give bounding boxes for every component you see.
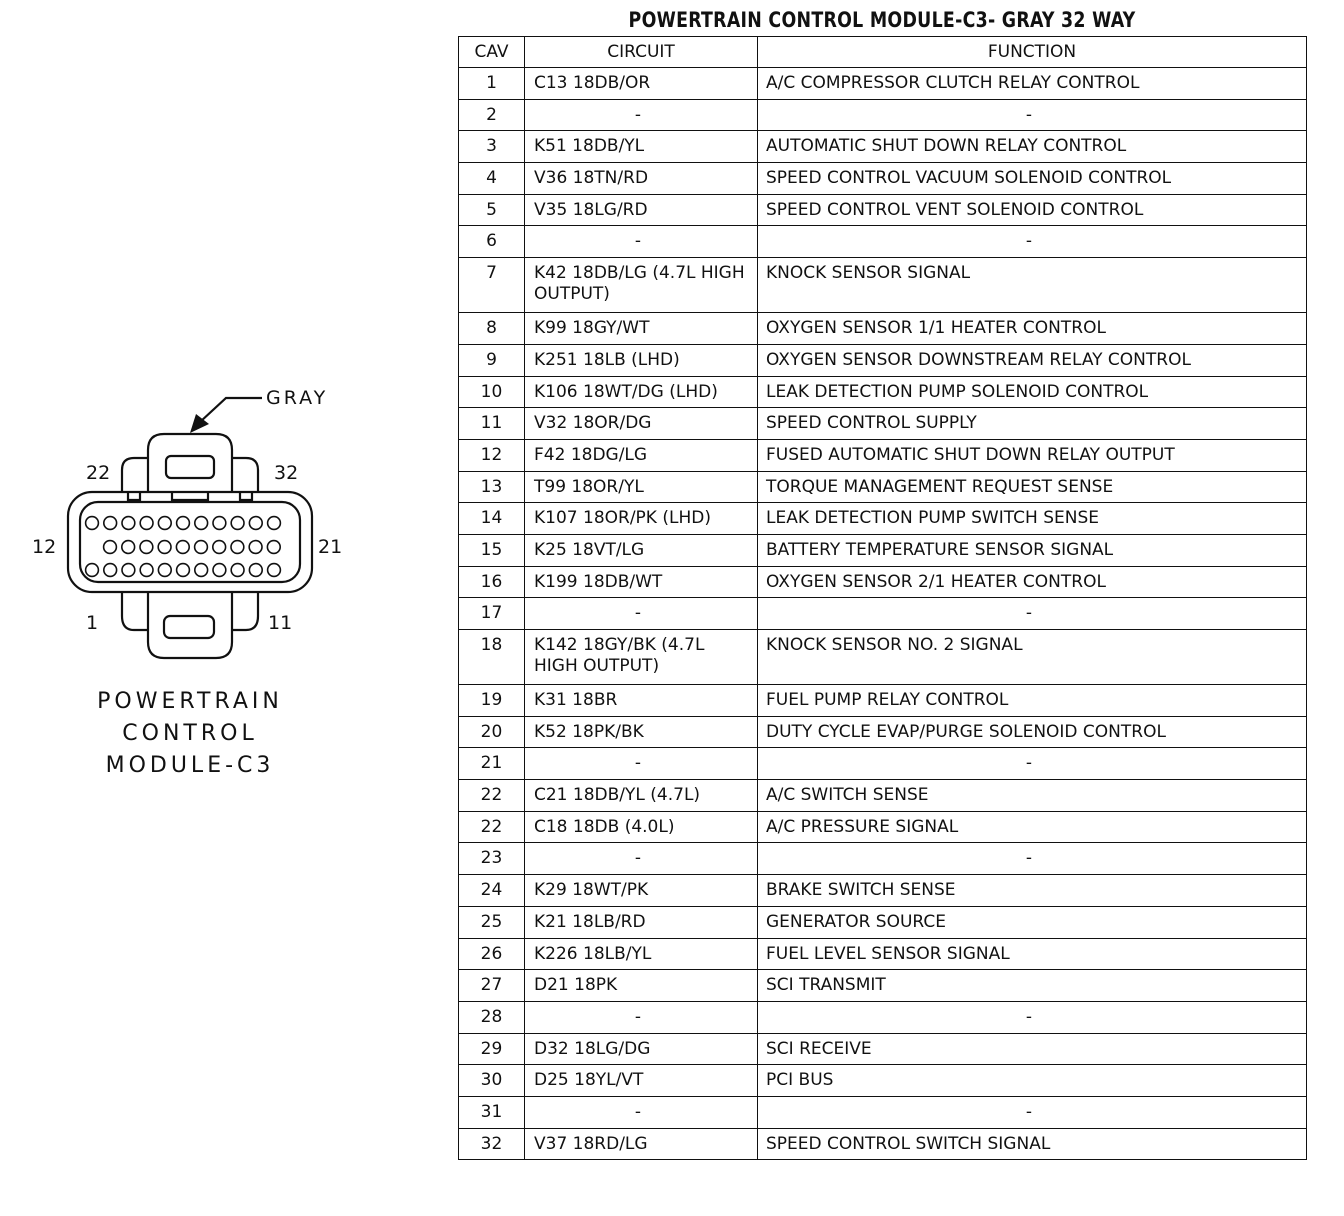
cell-cav: 28	[459, 1001, 525, 1033]
cell-cav: 32	[459, 1128, 525, 1160]
cell-circuit: K99 18GY/WT	[525, 313, 758, 345]
cell-cav: 21	[459, 748, 525, 780]
table-row	[459, 875, 1307, 907]
table-row	[459, 1065, 1307, 1097]
cell-cav: 17	[459, 598, 525, 630]
cell-function: -	[758, 1001, 1307, 1033]
pin-label-bottom-left: 1	[86, 612, 99, 634]
cavity-hole	[249, 517, 262, 530]
pin-label-bottom-right: 11	[268, 612, 293, 634]
cell-function: SPEED CONTROL VACUUM SOLENOID CONTROL	[758, 163, 1307, 195]
cell-circuit: -	[525, 226, 758, 258]
cell-cav: 20	[459, 716, 525, 748]
table-row	[459, 1128, 1307, 1160]
cell-circuit: V36 18TN/RD	[525, 163, 758, 195]
cavity-hole	[249, 541, 262, 554]
table-row	[459, 131, 1307, 163]
cavity-hole	[104, 564, 117, 577]
caption-line: CONTROL	[122, 721, 258, 746]
cell-function: SPEED CONTROL SWITCH SIGNAL	[758, 1128, 1307, 1160]
connector-caption	[60, 686, 320, 782]
table-row	[459, 194, 1307, 226]
table-row	[459, 970, 1307, 1002]
cavity-hole	[231, 564, 244, 577]
cell-function: TORQUE MANAGEMENT REQUEST SENSE	[758, 471, 1307, 503]
cell-function: LEAK DETECTION PUMP SOLENOID CONTROL	[758, 376, 1307, 408]
cell-cav: 10	[459, 376, 525, 408]
cavity-hole	[86, 517, 99, 530]
pin-label-right: 21	[318, 536, 343, 558]
cavity-hole	[158, 517, 171, 530]
cell-function: SCI TRANSMIT	[758, 970, 1307, 1002]
table-row	[459, 99, 1307, 131]
cavity-hole	[158, 564, 171, 577]
cell-circuit: K51 18DB/YL	[525, 131, 758, 163]
pin-label-top-left: 22	[86, 462, 111, 484]
cell-circuit: V32 18OR/DG	[525, 408, 758, 440]
pin-label-top-right: 32	[274, 462, 299, 484]
table-row	[459, 376, 1307, 408]
cell-cav: 11	[459, 408, 525, 440]
cell-circuit: -	[525, 1096, 758, 1128]
cell-function: FUEL LEVEL SENSOR SIGNAL	[758, 938, 1307, 970]
table-row	[459, 716, 1307, 748]
cell-circuit: K106 18WT/DG (LHD)	[525, 376, 758, 408]
cell-cav: 24	[459, 875, 525, 907]
pinout-table	[458, 36, 1307, 1160]
cavity-hole	[122, 541, 135, 554]
cell-circuit: K25 18VT/LG	[525, 534, 758, 566]
cell-cav: 19	[459, 685, 525, 717]
cell-circuit: D21 18PK	[525, 970, 758, 1002]
cavity-hole	[268, 564, 281, 577]
header-function: FUNCTION	[758, 37, 1307, 68]
cell-cav: 5	[459, 194, 525, 226]
table-row	[459, 163, 1307, 195]
cell-circuit: -	[525, 1001, 758, 1033]
table-row	[459, 566, 1307, 598]
cell-cav: 1	[459, 68, 525, 100]
cell-function: -	[758, 1096, 1307, 1128]
top-latch-outline	[148, 434, 232, 492]
cell-function: OXYGEN SENSOR 1/1 HEATER CONTROL	[758, 313, 1307, 345]
cell-circuit: K29 18WT/PK	[525, 875, 758, 907]
top-latch-window	[166, 456, 214, 478]
cavity-hole	[213, 517, 226, 530]
cell-circuit: K31 18BR	[525, 685, 758, 717]
cell-cav: 13	[459, 471, 525, 503]
cell-function: DUTY CYCLE EVAP/PURGE SOLENOID CONTROL	[758, 716, 1307, 748]
cell-circuit: T99 18OR/YL	[525, 471, 758, 503]
cavity-hole	[268, 517, 281, 530]
table-row	[459, 503, 1307, 535]
cavity-hole	[86, 564, 99, 577]
cavity-hole	[195, 541, 208, 554]
cell-cav: 26	[459, 938, 525, 970]
cell-circuit: F42 18DG/LG	[525, 439, 758, 471]
cell-function: FUSED AUTOMATIC SHUT DOWN RELAY OUTPUT	[758, 439, 1307, 471]
cell-cav: 4	[459, 163, 525, 195]
caption-line: MODULE-C3	[105, 753, 275, 778]
cell-cav: 29	[459, 1033, 525, 1065]
cell-cav: 8	[459, 313, 525, 345]
cell-function: -	[758, 843, 1307, 875]
cavity-hole	[231, 517, 244, 530]
table-title: POWERTRAIN CONTROL MODULE-C3- GRAY 32 WAY	[628, 8, 1136, 32]
cell-function: BRAKE SWITCH SENSE	[758, 875, 1307, 907]
cavity-hole	[177, 517, 190, 530]
cell-function: PCI BUS	[758, 1065, 1307, 1097]
cell-cav: 27	[459, 970, 525, 1002]
connector-drawing	[0, 0, 440, 700]
cell-circuit: -	[525, 748, 758, 780]
cell-function: A/C SWITCH SENSE	[758, 780, 1307, 812]
cell-circuit: K21 18LB/RD	[525, 906, 758, 938]
cell-circuit: -	[525, 598, 758, 630]
table-row	[459, 685, 1307, 717]
cell-circuit: K42 18DB/LG (4.7L HIGH OUTPUT)	[525, 258, 758, 313]
cell-cav: 3	[459, 131, 525, 163]
cavity-hole	[195, 564, 208, 577]
table-row	[459, 258, 1307, 313]
cell-cav: 22	[459, 780, 525, 812]
cavity-grid	[86, 517, 281, 577]
table-row	[459, 439, 1307, 471]
pin-label-left: 12	[32, 536, 57, 558]
cell-circuit: D32 18LG/DG	[525, 1033, 758, 1065]
caption-line: POWERTRAIN	[97, 689, 283, 714]
table-row	[459, 1033, 1307, 1065]
table-row	[459, 226, 1307, 258]
table-row	[459, 471, 1307, 503]
cell-function: -	[758, 748, 1307, 780]
cavity-hole	[249, 564, 262, 577]
connector-color-label: GRAY	[266, 387, 329, 409]
cavity-hole	[104, 541, 117, 554]
bottom-latch-outline	[148, 592, 232, 658]
cell-circuit: V35 18LG/RD	[525, 194, 758, 226]
table-row	[459, 313, 1307, 345]
cavity-hole	[140, 564, 153, 577]
cavity-hole	[158, 541, 171, 554]
cell-cav: 30	[459, 1065, 525, 1097]
callout-leader	[200, 398, 262, 422]
cavity-hole	[213, 541, 226, 554]
table-row	[459, 748, 1307, 780]
cell-function: -	[758, 598, 1307, 630]
table-header-row	[459, 37, 1307, 68]
cell-circuit: K107 18OR/PK (LHD)	[525, 503, 758, 535]
cell-circuit: C13 18DB/OR	[525, 68, 758, 100]
cell-circuit: K52 18PK/BK	[525, 716, 758, 748]
cell-circuit: C18 18DB (4.0L)	[525, 811, 758, 843]
cell-cav: 16	[459, 566, 525, 598]
cell-cav: 25	[459, 906, 525, 938]
cavity-hole	[177, 564, 190, 577]
header-cav: CAV	[459, 37, 525, 68]
cell-function: FUEL PUMP RELAY CONTROL	[758, 685, 1307, 717]
cell-function: GENERATOR SOURCE	[758, 906, 1307, 938]
cavity-hole	[122, 517, 135, 530]
cell-function: LEAK DETECTION PUMP SWITCH SENSE	[758, 503, 1307, 535]
cell-function: -	[758, 99, 1307, 131]
cell-function: -	[758, 226, 1307, 258]
cell-cav: 9	[459, 344, 525, 376]
cell-function: SPEED CONTROL SUPPLY	[758, 408, 1307, 440]
cell-cav: 2	[459, 99, 525, 131]
cell-function: AUTOMATIC SHUT DOWN RELAY CONTROL	[758, 131, 1307, 163]
cavity-hole	[140, 541, 153, 554]
cell-circuit: V37 18RD/LG	[525, 1128, 758, 1160]
cavity-hole	[140, 517, 153, 530]
cell-function: KNOCK SENSOR NO. 2 SIGNAL	[758, 630, 1307, 685]
table-row	[459, 630, 1307, 685]
table-row	[459, 408, 1307, 440]
cell-function: A/C PRESSURE SIGNAL	[758, 811, 1307, 843]
cell-cav: 14	[459, 503, 525, 535]
cell-circuit: C21 18DB/YL (4.7L)	[525, 780, 758, 812]
cell-function: BATTERY TEMPERATURE SENSOR SIGNAL	[758, 534, 1307, 566]
cavity-hole	[267, 541, 280, 554]
table-row	[459, 68, 1307, 100]
cell-cav: 18	[459, 630, 525, 685]
cavity-hole	[104, 517, 117, 530]
table-row	[459, 906, 1307, 938]
cell-circuit: K251 18LB (LHD)	[525, 344, 758, 376]
cell-function: OXYGEN SENSOR DOWNSTREAM RELAY CONTROL	[758, 344, 1307, 376]
table-row	[459, 843, 1307, 875]
cell-cav: 22	[459, 811, 525, 843]
cell-cav: 15	[459, 534, 525, 566]
header-circuit: CIRCUIT	[525, 37, 758, 68]
cell-function: SPEED CONTROL VENT SOLENOID CONTROL	[758, 194, 1307, 226]
cell-circuit: -	[525, 843, 758, 875]
cell-cav: 12	[459, 439, 525, 471]
cell-function: SCI RECEIVE	[758, 1033, 1307, 1065]
table-row	[459, 780, 1307, 812]
table-row	[459, 1001, 1307, 1033]
cavity-hole	[176, 541, 189, 554]
cell-function: KNOCK SENSOR SIGNAL	[758, 258, 1307, 313]
table-row	[459, 1096, 1307, 1128]
cell-cav: 31	[459, 1096, 525, 1128]
cell-circuit: D25 18YL/VT	[525, 1065, 758, 1097]
table-row	[459, 598, 1307, 630]
cell-cav: 7	[459, 258, 525, 313]
cell-circuit: K142 18GY/BK (4.7L HIGH OUTPUT)	[525, 630, 758, 685]
bottom-latch-window	[164, 616, 214, 638]
cavity-hole	[122, 564, 135, 577]
table-row	[459, 811, 1307, 843]
table-row	[459, 534, 1307, 566]
cell-circuit: K226 18LB/YL	[525, 938, 758, 970]
connector-diagram	[0, 0, 440, 1216]
cell-function: A/C COMPRESSOR CLUTCH RELAY CONTROL	[758, 68, 1307, 100]
table-row	[459, 938, 1307, 970]
cell-circuit: K199 18DB/WT	[525, 566, 758, 598]
cavity-hole	[213, 564, 226, 577]
cell-cav: 23	[459, 843, 525, 875]
cavity-hole	[231, 541, 244, 554]
cell-cav: 6	[459, 226, 525, 258]
cell-circuit: -	[525, 99, 758, 131]
table-row	[459, 344, 1307, 376]
cell-function: OXYGEN SENSOR 2/1 HEATER CONTROL	[758, 566, 1307, 598]
cavity-hole	[195, 517, 208, 530]
